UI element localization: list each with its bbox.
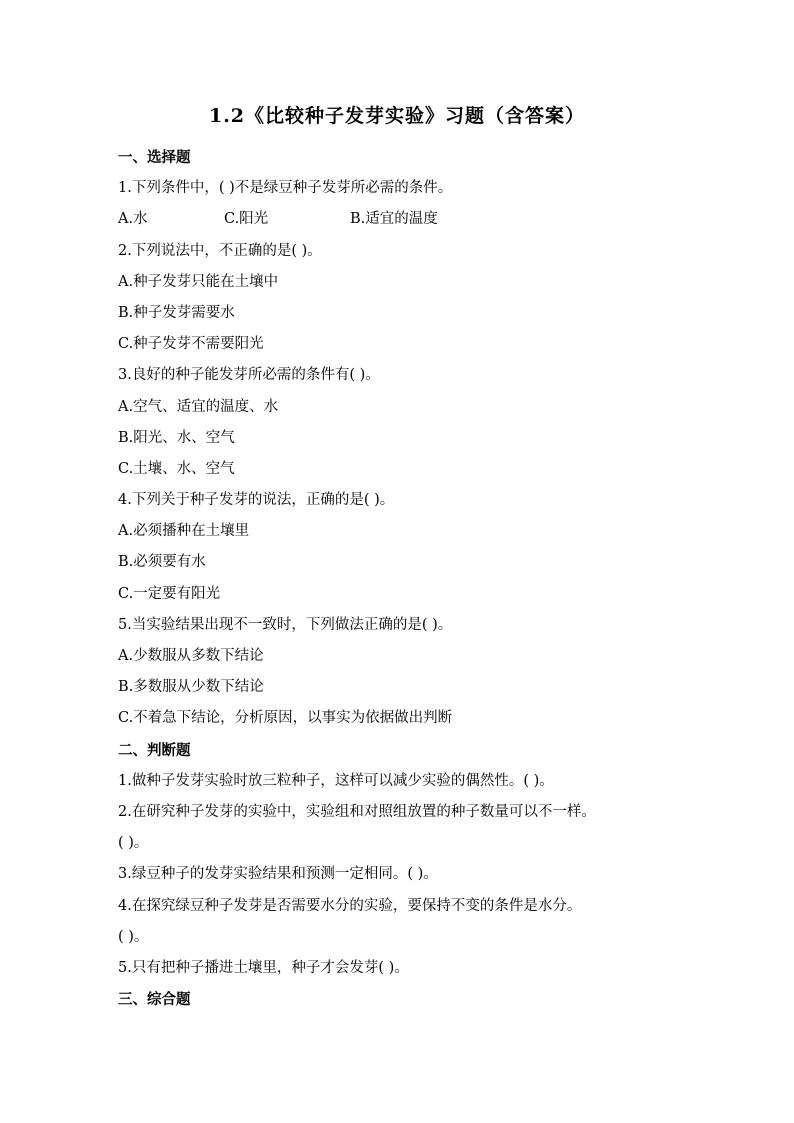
- option-c: C.土壤、水、空气: [118, 460, 235, 477]
- judgement-item: 4.在探究绿豆种子发芽是否需要水分的实验，要保持不变的条件是水分。: [118, 897, 582, 914]
- option-b: B.多数服从少数下结论: [118, 679, 264, 696]
- section-heading-judgement: 二、判断题: [118, 741, 191, 759]
- option-b: B.种子发芽需要水: [118, 304, 235, 321]
- option-c: C.阳光: [224, 211, 269, 228]
- option-b: B.必须要有水: [118, 554, 206, 571]
- option-c: C.不着急下结论，分析原因，以事实为依据做出判断: [118, 710, 453, 727]
- judgement-item-continuation: ( )。: [118, 928, 149, 945]
- judgement-item: 1.做种子发芽实验时放三粒种子，这样可以减少实验的偶然性。( )。: [118, 772, 554, 789]
- judgement-item-continuation: ( )。: [118, 835, 149, 852]
- option-a: A.必须播种在土壤里: [118, 523, 250, 540]
- question-stem: 4.下列关于种子发芽的说法，正确的是( )。: [118, 492, 395, 509]
- option-row: [118, 204, 718, 235]
- question-stem: 1.下列条件中，( )不是绿豆种子发芽所必需的条件。: [118, 180, 453, 197]
- option-c: C.一定要有阳光: [118, 585, 221, 602]
- document-body: [118, 142, 718, 1015]
- question-stem: 3.良好的种子能发芽所必需的条件有( )。: [118, 367, 380, 384]
- question-stem: 2.下列说法中，不正确的是( )。: [118, 242, 322, 259]
- section-heading-comprehensive: 三、综合题: [118, 991, 191, 1009]
- question-stem: 5.当实验结果出现不一致时，下列做法正确的是( )。: [118, 616, 453, 633]
- document-title: 1.2《比较种子发芽实验》习题（含答案）: [208, 105, 586, 127]
- judgement-item: 5.只有把种子播进土壤里，种子才会发芽( )。: [118, 959, 409, 976]
- option-b: B.适宜的温度: [350, 211, 438, 228]
- option-a: A.水: [118, 211, 148, 228]
- option-a: A.空气、适宜的温度、水: [118, 398, 279, 415]
- section-heading-choice: 一、选择题: [118, 149, 191, 166]
- option-b: B.阳光、水、空气: [118, 429, 235, 446]
- judgement-item: 3.绿豆种子的发芽实验结果和预测一定相同。( )。: [118, 866, 438, 883]
- option-c: C.种子发芽不需要阳光: [118, 336, 264, 353]
- judgement-item: 2.在研究种子发芽的实验中，实验组和对照组放置的种子数量可以不一样。: [118, 803, 596, 820]
- option-a: A.种子发芽只能在土壤中: [118, 273, 279, 290]
- option-a: A.少数服从多数下结论: [118, 648, 264, 664]
